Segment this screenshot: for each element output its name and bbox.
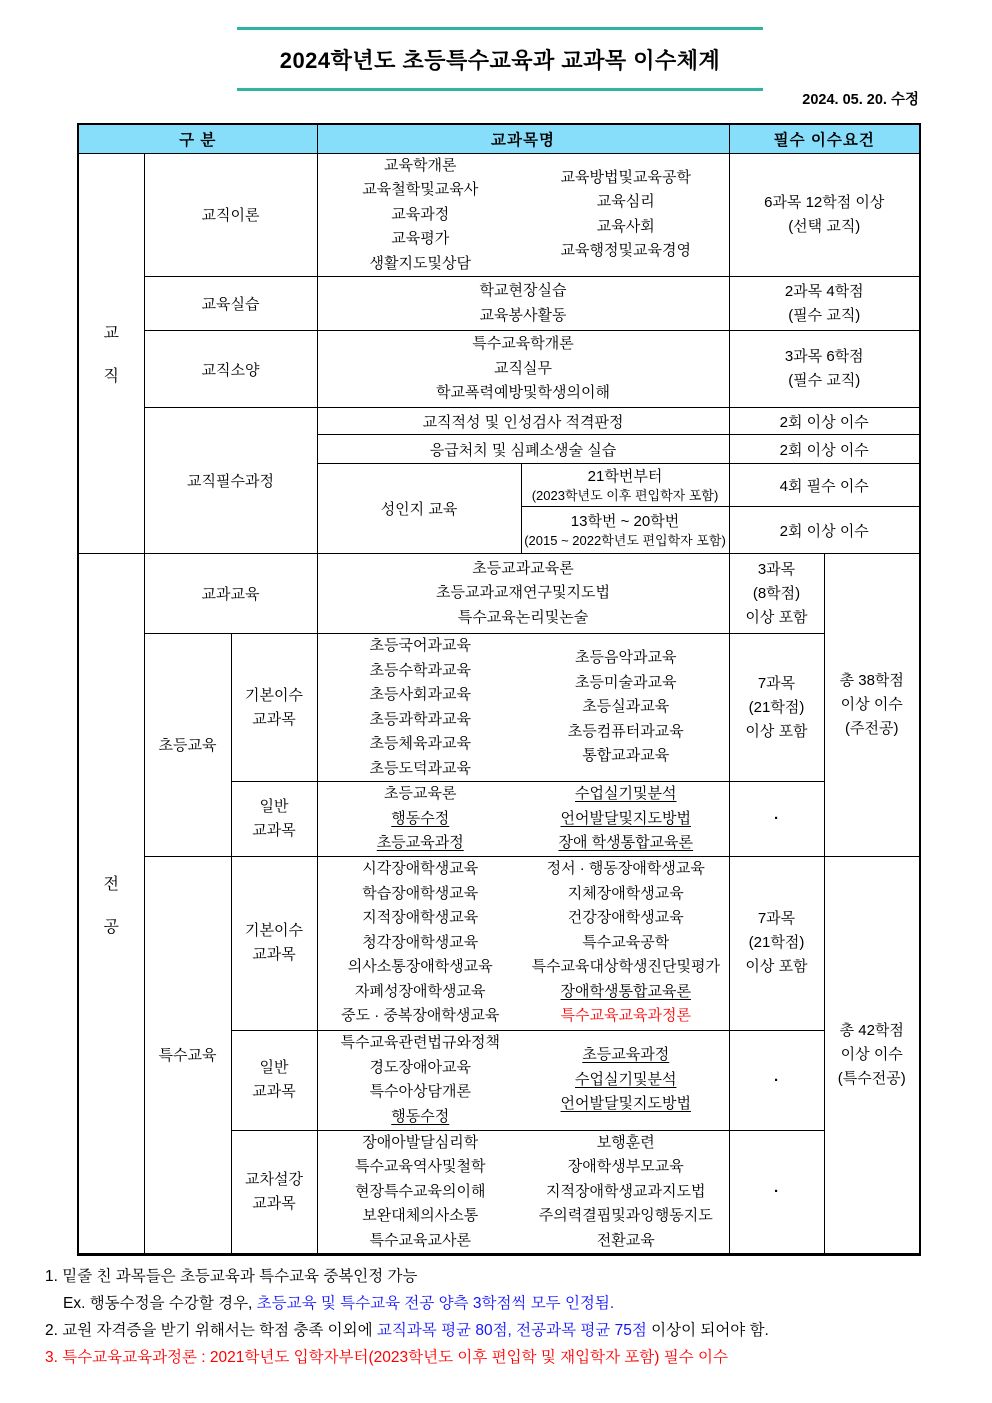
total-line: (특수전공): [837, 1069, 906, 1087]
row-elementary-basic: [78, 634, 920, 782]
course-item: 교육과정: [391, 205, 450, 223]
course-item: 초등교과교육론: [472, 559, 574, 577]
total-line: 이상 이수: [840, 1045, 903, 1063]
cell-special-basic-req: [729, 856, 824, 1030]
cell-required-course-label: 교직필수과정: [144, 408, 317, 554]
course-item: 장애학생통합교육론: [560, 982, 691, 1000]
course-item: 장애학생부모교육: [567, 1158, 684, 1175]
course-item: 특수교육공학: [582, 933, 670, 951]
course-item: 의사소통장애학생교육: [347, 958, 493, 976]
cell-elementary-basic-req: [729, 634, 824, 782]
table-header-row: [78, 124, 920, 153]
course-item: 특수교육교사론: [369, 1231, 471, 1249]
course-item: 경도장애아교육: [369, 1058, 471, 1076]
requirement-line: (8학점): [752, 584, 801, 602]
requirement-line: (필수 교직): [788, 306, 861, 324]
course-item: 자폐성장애학생교육: [355, 982, 486, 1000]
footnote-segment: Ex. 행동수정을 수강할 경우,: [63, 1295, 257, 1312]
course-item: 교육행정및교육경영: [560, 242, 691, 260]
course-item: 전환교육: [596, 1231, 655, 1249]
cell-special-basic-label: [231, 856, 317, 1030]
cell-aptitude-req: 2회 이상 이수: [729, 408, 920, 435]
cell-special-basic-courses: [317, 856, 729, 1030]
row-soyang: [78, 331, 920, 408]
label-line: 교과목: [252, 710, 296, 728]
cell-special-label: 특수교육: [144, 856, 231, 1255]
course-item: 특수교육논리및논술: [457, 608, 589, 626]
cell-soyang-req: [729, 331, 920, 408]
course-item: 특수교육관련법규와정책: [340, 1034, 500, 1051]
cell-gender-from13-req: 2회 이상 이수: [729, 507, 920, 554]
page-title: 2024학년도 초등특수교육과 교과목 이수체계: [279, 48, 721, 73]
cell-elementary-basic-courses: [317, 634, 729, 782]
row-subject-edu: [78, 554, 920, 634]
requirement-line: (21학점): [748, 698, 805, 716]
cell-cross-courses: [317, 1130, 729, 1255]
requirement-line: (필수 교직): [788, 372, 861, 389]
label-line: 교차설강: [245, 1170, 303, 1188]
course-item: 특수교육학개론: [472, 335, 574, 353]
title-block: [237, 27, 763, 91]
footnote-1-example: [45, 1290, 955, 1317]
footnote-segment: 1. 밑줄 친 과목들은 초등교육과 특수교육 중복인정 가능: [45, 1268, 418, 1285]
cell-elementary-general-label: [231, 782, 317, 857]
course-item: 특수아상담개론: [369, 1083, 471, 1100]
footnote-2: [45, 1317, 955, 1344]
course-item: 교육평가: [391, 230, 450, 247]
course-item: 지체장애학생교육: [567, 884, 684, 902]
cell-gender-from13: 13학번 ~ 20학번 (2015 ~ 2022학년도 편입학자 포함): [521, 507, 729, 554]
label-line: 일반: [259, 797, 289, 815]
course-item: 교육철학및교육사: [362, 181, 479, 198]
course-item: 중도 · 중복장애학생교육: [341, 1007, 500, 1025]
course-item: 초등사회과교육: [369, 686, 471, 703]
cell-practicum-req: [729, 277, 920, 331]
cell-theory-label: 교직이론: [144, 153, 317, 277]
section-label-char: 공: [103, 918, 119, 936]
section-gyojik: [78, 153, 144, 554]
section-label-char: 전: [103, 875, 119, 893]
course-item: 학교폭력예방및학생의이해: [436, 384, 610, 402]
requirement-line: 3과목 6학점: [784, 348, 864, 365]
cell-aptitude-course: 교직적성 및 인성검사 적격판정: [317, 408, 729, 435]
course-item: 행동수정: [391, 809, 450, 827]
course-item: 언어발달및지도방법: [560, 1095, 691, 1113]
course-item: 시각장애학생교육: [362, 860, 479, 878]
header-course: 교과목명: [317, 124, 729, 153]
course-item: 지적장애학생교과지도법: [546, 1182, 706, 1200]
course-item: 정서 · 행동장애학생교육: [546, 860, 705, 878]
course-item: 현장특수교육의이해: [355, 1182, 486, 1200]
course-item: 초등미술과교육: [575, 673, 677, 691]
requirement-line: (선택 교직): [788, 217, 861, 235]
header-requirement: 필수 이수요건: [729, 124, 920, 153]
course-item: 교육사회: [596, 217, 655, 235]
course-item: 초등교과교재연구및지도법: [436, 584, 610, 602]
course-item: 초등국어과교육: [369, 637, 471, 654]
cell-special-general-req: ·: [729, 1030, 824, 1130]
footnote-1: [45, 1263, 955, 1290]
cell-elementary-label: 초등교육: [144, 634, 231, 857]
cell-cross-req: ·: [729, 1130, 824, 1255]
course-item: 초등체육과교육: [369, 735, 471, 752]
footnote-3: [45, 1344, 955, 1371]
cell-gender-edu-label: 성인지 교육: [317, 464, 521, 554]
course-item: 수업실기및분석: [575, 1070, 677, 1088]
label-line: 교과목: [252, 946, 296, 963]
course-item: 통합교과교육: [582, 747, 670, 765]
course-item: 행동수정: [391, 1107, 450, 1125]
cell-soyang-label: 교직소양: [144, 331, 317, 408]
footnote-segment: 2. 교원 자격증을 받기 위해서는 학점 충족 이외에: [45, 1322, 377, 1339]
cell-cross-label: [231, 1130, 317, 1255]
curriculum-table: [77, 123, 921, 1256]
row-theory: [78, 153, 920, 277]
cell-elementary-general-req: ·: [729, 782, 824, 857]
cell-subject-edu-req: [729, 554, 824, 634]
requirement-line: (21학점): [748, 934, 805, 951]
header-category: 구 분: [78, 124, 317, 153]
course-item: 교직실무: [494, 359, 552, 377]
requirement-line: 2과목 4학점: [784, 282, 864, 300]
cell-cpr-course: 응급처치 및 심폐소생술 실습: [317, 435, 729, 464]
course-item: 특수교육역사및철학: [355, 1158, 486, 1175]
course-item: 초등과학과교육: [369, 710, 471, 728]
cell-elementary-total: [824, 554, 920, 857]
section-label-char: 교: [103, 325, 119, 343]
label-line: 교과목: [252, 1194, 296, 1212]
course-item: 특수교육대상학생진단및평가: [531, 958, 720, 976]
total-line: 이상 이수: [840, 695, 903, 713]
course-item: 초등실과교육: [582, 698, 670, 716]
cell-gender-from21-req: 4회 필수 이수: [729, 464, 920, 507]
cell-elementary-basic-label: [231, 634, 317, 782]
course-item: 초등음악과교육: [575, 649, 677, 667]
cell-subject-edu-courses: [317, 554, 729, 634]
course-item: 학습장애학생교육: [362, 884, 479, 902]
requirement-line: 이상 포함: [745, 608, 808, 626]
course-item: 교육학개론: [384, 156, 457, 174]
course-item: 수업실기및분석: [575, 785, 677, 802]
requirement-line: 이상 포함: [745, 958, 808, 975]
requirement-line: 3과목: [757, 560, 796, 578]
revision-date: 2024. 05. 20. 수정: [802, 92, 919, 108]
course-item: 장애 학생통합교육론: [558, 834, 694, 851]
footnote-segment: 초등교육 및 특수교육 전공 양측 3학점씩 모두 인정됨.: [256, 1295, 615, 1312]
footnotes: [45, 1263, 955, 1371]
label-line: 교과목: [252, 821, 296, 839]
cell-subject-edu-label: 교과교육: [144, 554, 317, 634]
row-practicum: [78, 277, 920, 331]
requirement-line: 7과목: [757, 674, 796, 692]
cell-practicum-courses: [317, 277, 729, 331]
requirement-line: 이상 포함: [745, 722, 808, 740]
course-item: 생활지도및상담: [369, 254, 471, 272]
section-jeongong: [78, 554, 144, 1255]
course-item: 보완대체의사소통: [362, 1207, 479, 1224]
cell-practicum-label: 교육실습: [144, 277, 317, 331]
course-item: 초등교육과정: [376, 834, 464, 851]
cell-special-general-label: [231, 1030, 317, 1130]
label-line: 기본이수: [245, 922, 303, 939]
course-item: 초등도덕과교육: [369, 759, 471, 777]
footnote-segment: 3. 특수교육교육과정론 : 2021학년도 입학자부터(2023학년도 이후 편입학 및 재입학자 포함) 필수 이수: [45, 1349, 728, 1366]
cell-cpr-req: 2회 이상 이수: [729, 435, 920, 464]
label-line: 기본이수: [245, 686, 303, 704]
course-item: 초등수학과교육: [369, 661, 471, 679]
course-item: 초등교육론: [384, 785, 457, 802]
cell-gender-from21: 21학번부터 (2023학년도 이후 편입학자 포함): [521, 464, 729, 507]
cell-special-total: [824, 856, 920, 1255]
requirement-line: 6과목 12학점 이상: [764, 193, 885, 211]
course-item: 청각장애학생교육: [362, 933, 479, 951]
cell-soyang-courses: [317, 331, 729, 408]
footnote-segment: 이상이 되어야 함.: [646, 1322, 769, 1339]
requirement-line: 7과목: [757, 910, 796, 927]
course-item: 특수교육교육과정론: [560, 1007, 691, 1025]
course-item: 주의력결핍및과잉행동지도: [538, 1207, 713, 1224]
course-item: 지적장애학생교육: [362, 909, 479, 927]
total-line: (주전공): [845, 719, 899, 737]
total-line: 총 38학점: [839, 671, 904, 689]
cell-elementary-general-courses: [317, 782, 729, 857]
label-line: 교과목: [252, 1083, 296, 1100]
course-item: 학교현장실습: [479, 282, 567, 299]
course-item: 장애아발달심리학: [362, 1133, 479, 1151]
course-item: 교육방법및교육공학: [560, 168, 691, 186]
row-aptitude: [78, 408, 920, 435]
total-line: 총 42학점: [839, 1021, 904, 1039]
course-item: 언어발달및지도방법: [560, 809, 691, 827]
label-line: 일반: [259, 1059, 289, 1076]
course-item: 보행훈련: [596, 1133, 655, 1151]
cell-theory-req: [729, 153, 920, 277]
cell-special-general-courses: [317, 1030, 729, 1130]
cell-theory-courses: [317, 153, 729, 277]
course-item: 초등컴퓨터과교육: [567, 722, 684, 740]
course-item: 교육심리: [596, 193, 655, 211]
section-label-char: 직: [103, 368, 119, 386]
footnote-segment: 교직과목 평균 80점, 전공과목 평균 75점: [376, 1322, 647, 1339]
course-item: 교육봉사활동: [479, 306, 567, 324]
row-special-basic: [78, 856, 920, 1030]
course-item: 초등교육과정: [582, 1046, 670, 1064]
course-item: 건강장애학생교육: [567, 909, 684, 927]
